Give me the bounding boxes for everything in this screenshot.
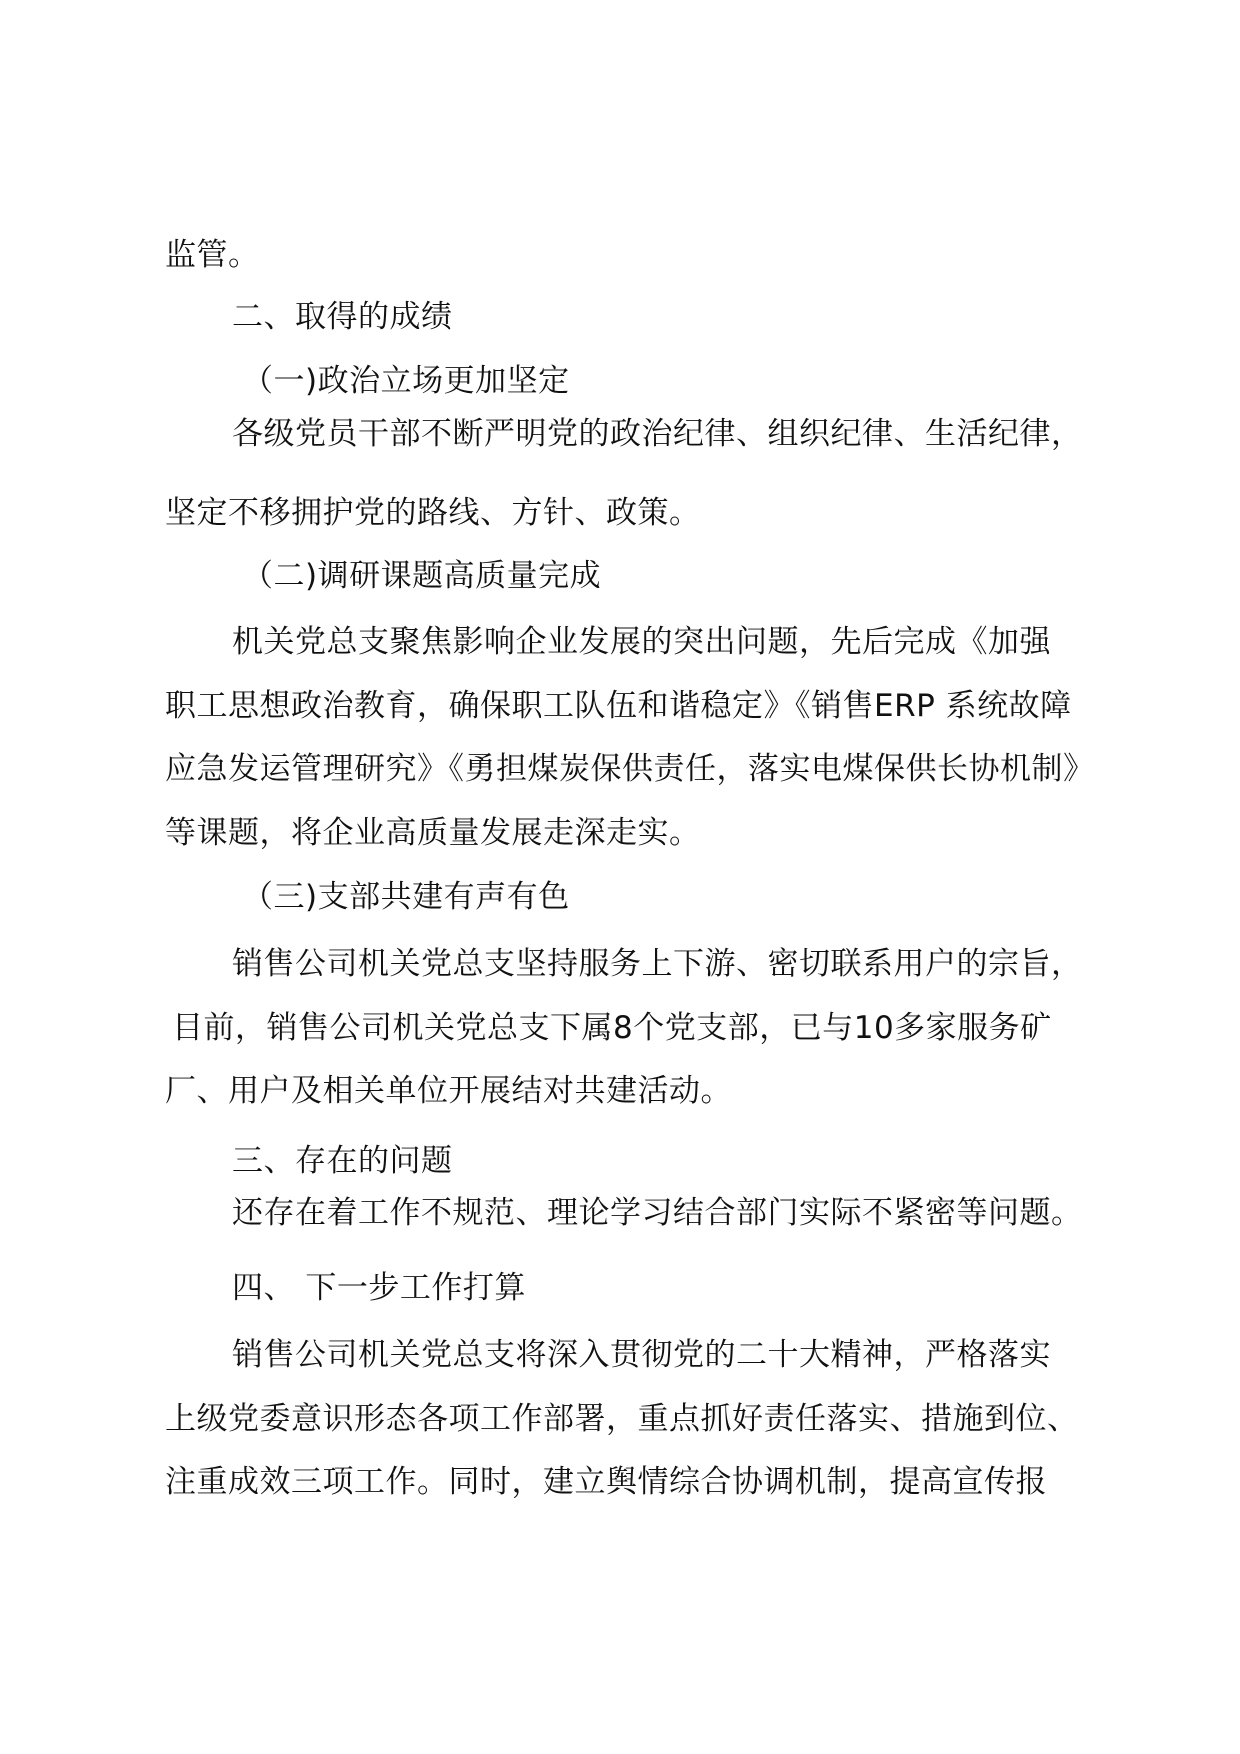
paragraph-line: 机关党总支聚焦影响企业发展的突出问题，先后完成《加强: [232, 624, 1051, 660]
subsection-heading: （三)支部共建有声有色: [242, 879, 570, 915]
paragraph-line: 上级党委意识形态各项工作部署，重点抓好责任落实、措施到位、: [165, 1401, 1079, 1437]
paragraph-line: 目前，销售公司机关党总支下属8个党支部，已与10多家服务矿: [172, 1010, 1052, 1046]
paragraph-line: 监管。: [165, 237, 260, 273]
paragraph-line: 销售公司机关党总支坚持服务上下游、密切联系用户的宗旨，: [232, 946, 1083, 982]
paragraph-line: 坚定不移拥护党的路线、方针、政策。: [165, 495, 701, 531]
paragraph-line: 还存在着工作不规范、理论学习结合部门实际不紧密等问题。: [232, 1195, 1083, 1231]
subsection-heading: （二)调研课题高质量完成: [242, 558, 602, 594]
paragraph-line: 各级党员干部不断严明党的政治纪律、组织纪律、生活纪律，: [232, 416, 1083, 452]
section-heading: 三、存在的问题: [232, 1143, 453, 1179]
section-heading: 二、取得的成绩: [232, 299, 453, 335]
subsection-heading: （一)政治立场更加坚定: [242, 363, 570, 399]
paragraph-line: 等课题，将企业高质量发展走深走实。: [165, 815, 701, 851]
paragraph-line: 应急发运管理研究》《勇担煤炭保供责任，落实电煤保供长协机制》: [165, 751, 1095, 787]
paragraph-line: 职工思想政治教育，确保职工队伍和谐稳定》《销售ERP 系统故障: [165, 688, 1072, 724]
paragraph-line: 销售公司机关党总支将深入贯彻党的二十大精神，严格落实: [232, 1337, 1051, 1373]
paragraph-line: 注重成效三项工作。同时，建立舆情综合协调机制，提高宣传报: [165, 1464, 1047, 1500]
section-heading: 四、 下一步工作打算: [232, 1270, 526, 1306]
paragraph-line: 厂、用户及相关单位开展结对共建活动。: [165, 1073, 732, 1109]
